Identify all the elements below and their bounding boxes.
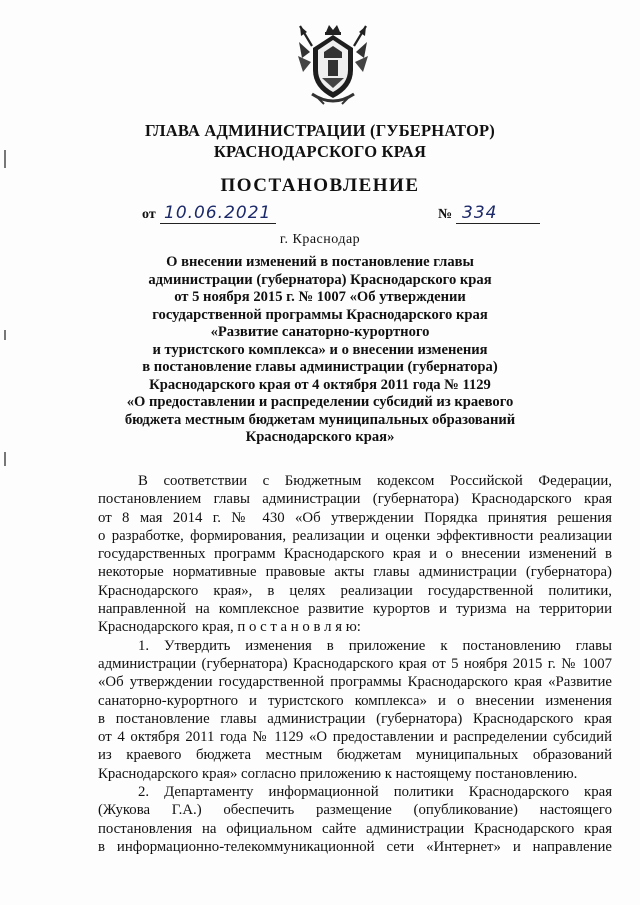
number-value: 334 (456, 203, 540, 224)
body-line: государственных программ Краснодарского края и о внесении изменений в (98, 546, 612, 563)
body-line: Краснодарского края», в целях реализации государственной политики, (98, 582, 612, 599)
title-line: администрации (губернатора) Краснодарского края (148, 271, 492, 288)
number-label: № (438, 207, 453, 222)
body-line: направленной на комплексное развитие курортов и туризма на территории (98, 601, 612, 618)
title-line: бюджета местным бюджетам муниципальных образований (124, 411, 516, 428)
body-line: постановлением главы администрации (губернатора) Краснодарского края (98, 491, 612, 508)
title-line: и туристского комплекса» и о внесении изменения (152, 341, 488, 358)
title-line: Краснодарского края от 4 октября 2011 года № 1129 (149, 376, 491, 393)
body-line: Краснодарского края» согласно приложению к настоящему постановлению. (98, 765, 578, 782)
city-name: г. Краснодар (279, 232, 361, 247)
title-line: «О предоставлении и распределении субсидий из краевого (126, 394, 514, 410)
krasnodar-coat-of-arms-icon (298, 22, 368, 108)
body-line: (Жукова Г.А.) обеспечить размещение (опубликование) настоящего (98, 802, 612, 819)
body-line: «Об утверждении государственной программы Краснодарского края «Развитие (98, 674, 612, 691)
body-line: в постановление главы администрации (губернатора) Краснодарского края (98, 710, 612, 727)
body-line: постановления на официальном сайте администрации Краснодарского края (98, 820, 612, 837)
body-line: администрации (губернатора) Краснодарского края от 5 ноября 2015 г. № 1007 (98, 655, 612, 672)
body-line: от 4 октября 2011 года № 1129 «О предоставлении и распределении субсидий (98, 729, 612, 746)
body-line: из краевого бюджета местным бюджетам муниципальных образований (98, 747, 612, 764)
date-label: от (142, 207, 156, 222)
date-number-row (0, 205, 640, 227)
date-value: 10.06.2021 (160, 203, 276, 224)
title-line: Краснодарского края» (245, 429, 395, 445)
body-line: 1. Утвердить изменения в приложение к постановлению главы (138, 637, 612, 654)
title-line: О внесении изменений в постановление главы (166, 254, 474, 270)
body-line: некоторые нормативные правовые акты главы администрации (губернатора) (98, 564, 612, 581)
title-line: в постановление главы администрации (губернатора) (142, 359, 498, 375)
body-line: санаторно-курортного и туристского комплекса» и о внесении изменения (98, 692, 612, 709)
body-line: о разработке, формирования, реализации и оценки эффективности реализации (98, 527, 612, 544)
body-line: от 8 мая 2014 г. № 430 «Об утверждении Порядка принятия решения (98, 509, 612, 526)
document-body (98, 472, 612, 856)
document-title (0, 254, 640, 447)
title-line: государственной программы Краснодарского края (152, 306, 488, 323)
title-line: «Развитие санаторно-курортного (210, 324, 430, 340)
document-type: ПОСТАНОВЛЕНИЕ (220, 175, 420, 196)
title-line: от 5 ноября 2015 г. № 1007 «Об утверждении (174, 289, 466, 305)
scan-edge-mark (4, 452, 6, 466)
body-line: 2. Департаменту информационной политики Краснодарского края (138, 784, 612, 801)
authority-line-1: ГЛАВА АДМИНИСТРАЦИИ (ГУБЕРНАТОР) (145, 121, 495, 140)
body-line: Краснодарского края, п о с т а н о в л я ю: (98, 619, 361, 636)
body-line: В соответствии с Бюджетным кодексом Российской Федерации, (138, 473, 612, 489)
authority-line-2: КРАСНОДАРСКОГО КРАЯ (213, 142, 427, 161)
body-line: в информационно-телекоммуникационной сети «Интернет» и направление (98, 838, 612, 855)
